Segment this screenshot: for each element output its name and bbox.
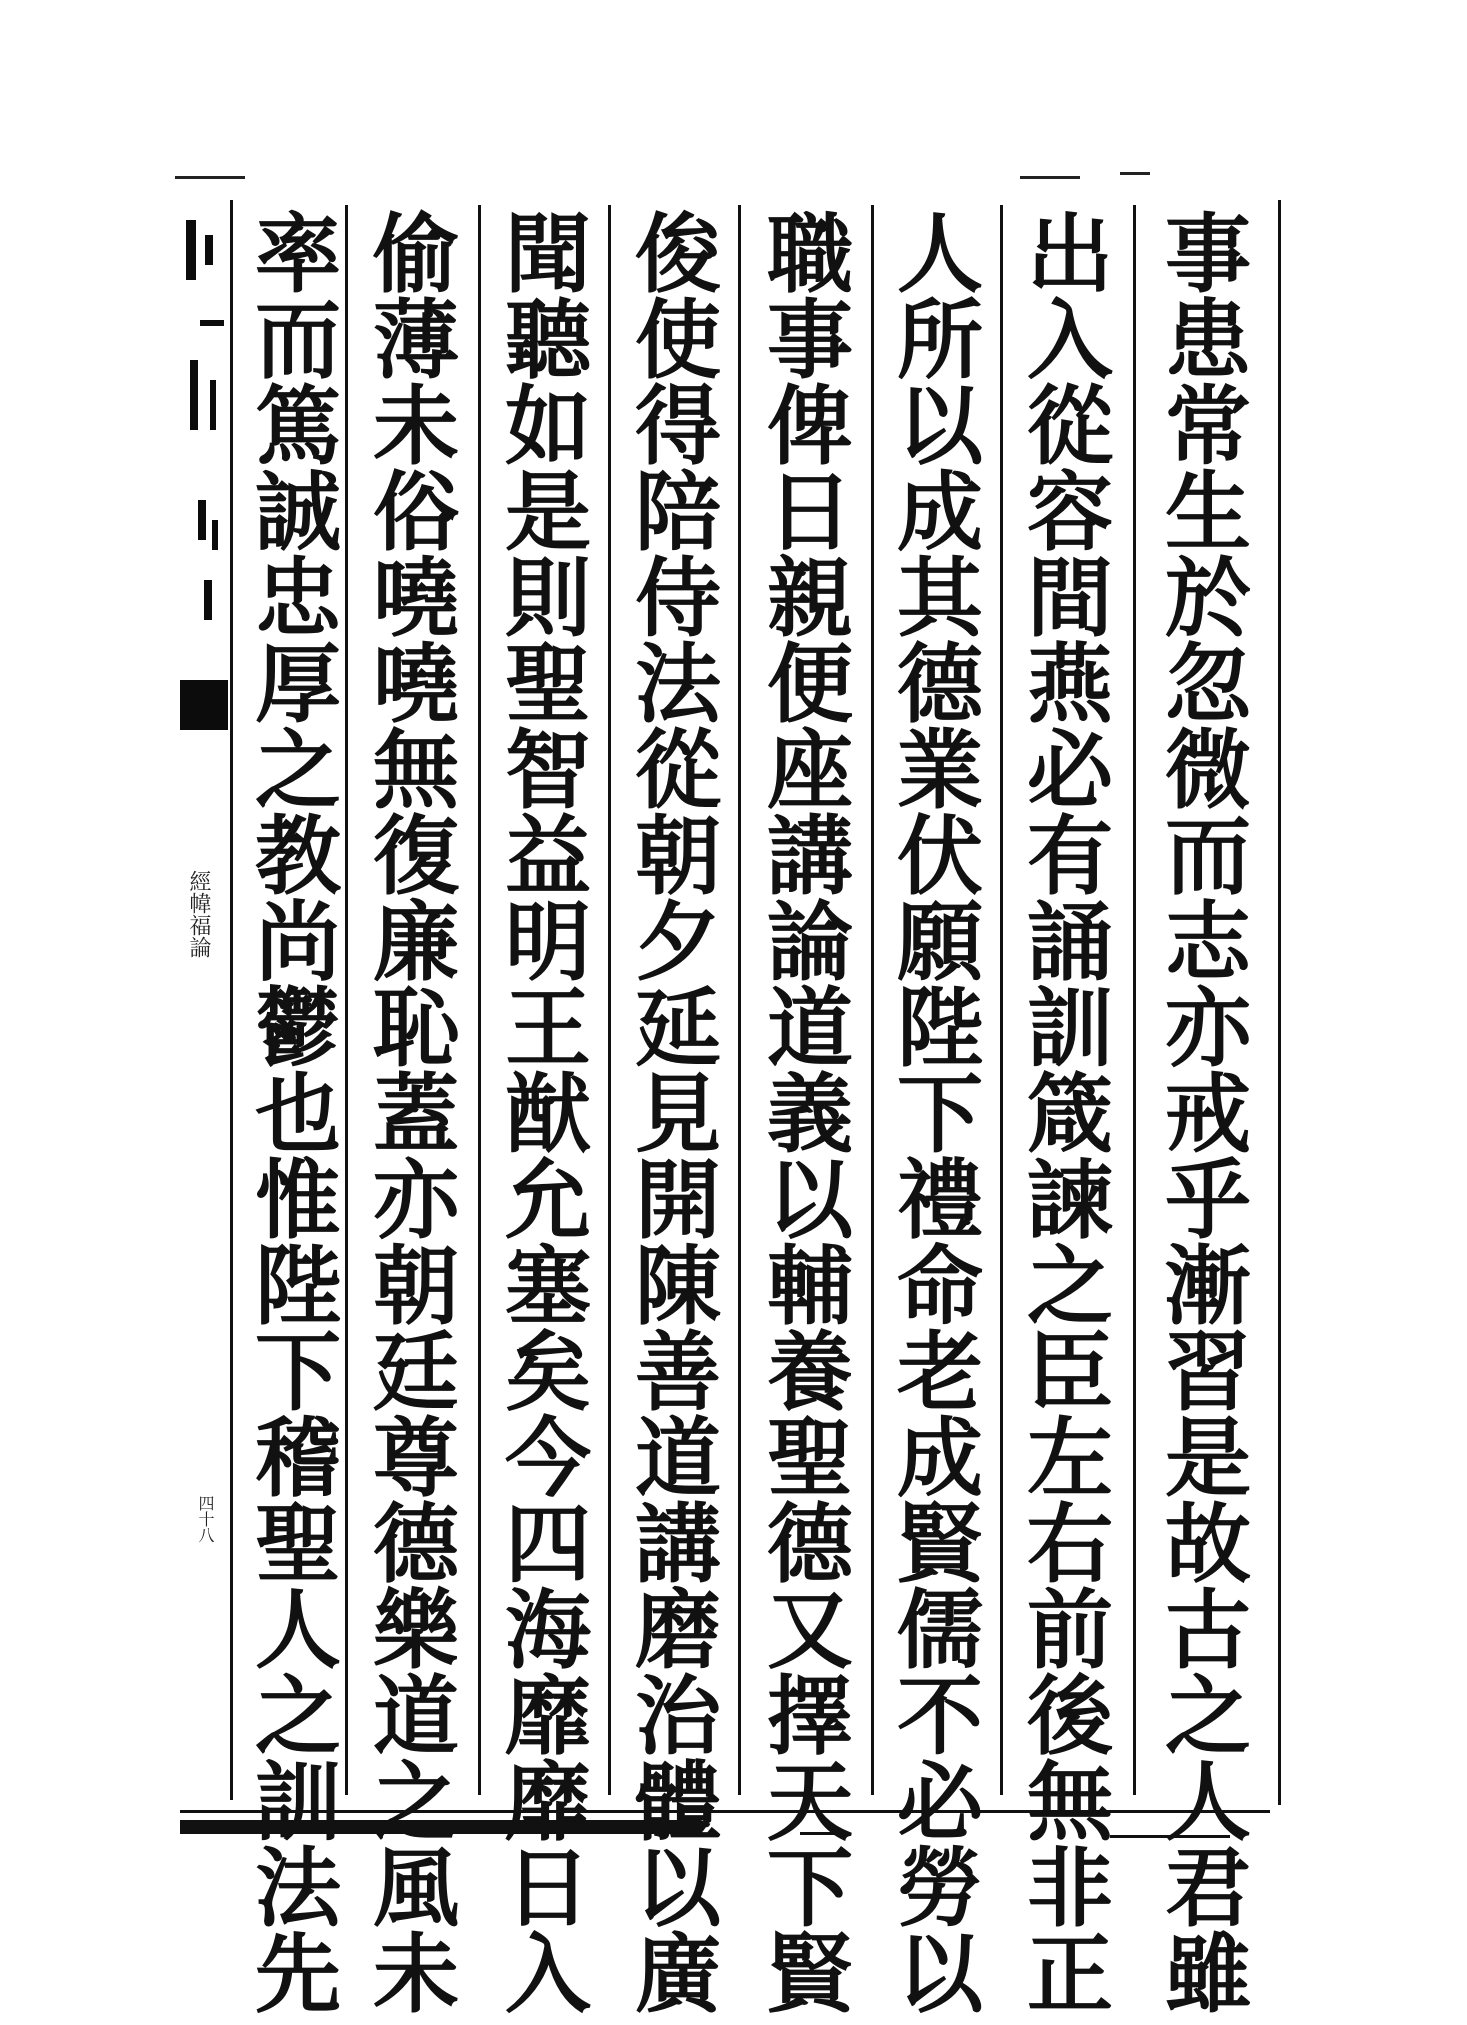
column-character: 右 (1027, 1494, 1113, 1595)
column-character: 允 (505, 1150, 591, 1251)
column-character: 廣 (635, 1924, 721, 2025)
column-character: 廷 (373, 1322, 459, 1423)
column-character: 伏 (897, 806, 983, 907)
column-character: 德 (767, 1494, 853, 1595)
column-character: 如 (505, 376, 591, 477)
column-character: 聖 (767, 1408, 853, 1509)
column-character: 猷 (505, 1064, 591, 1165)
column-character: 賢 (897, 1494, 983, 1595)
top-border-left (175, 176, 245, 179)
column-character: 以 (897, 1924, 983, 2025)
margin-fragment (205, 235, 213, 265)
column-character: 篤 (255, 376, 341, 477)
top-border-right (1020, 176, 1080, 179)
text-column-7 (356, 204, 476, 2025)
column-character: 成 (897, 462, 983, 563)
column-character: 體 (635, 1752, 721, 1853)
text-column-6 (488, 204, 608, 2025)
top-border-tick (1120, 172, 1150, 175)
column-character: 樂 (373, 1580, 459, 1681)
column-character: 論 (767, 892, 853, 993)
column-character: 未 (373, 1924, 459, 2025)
column-character: 常 (1165, 376, 1251, 477)
column-character: 禮 (897, 1150, 983, 1251)
column-character: 微 (1165, 720, 1251, 821)
column-character: 亦 (1165, 978, 1251, 1079)
column-character: 教 (255, 806, 341, 907)
column-character: 率 (255, 204, 341, 305)
column-character: 之 (1027, 1236, 1113, 1337)
column-character: 命 (897, 1236, 983, 1337)
column-character: 臣 (1027, 1322, 1113, 1423)
text-column-3 (880, 204, 1000, 2025)
column-character: 蓋 (373, 1064, 459, 1165)
column-character: 嘵 (373, 634, 459, 735)
column-character: 其 (897, 548, 983, 649)
column-character: 矣 (505, 1322, 591, 1423)
column-character: 聽 (505, 290, 591, 391)
column-character: 乎 (1165, 1150, 1251, 1251)
column-character: 漸 (1165, 1236, 1251, 1337)
column-character: 法 (635, 634, 721, 735)
column-character: 下 (897, 1064, 983, 1165)
column-character: 諫 (1027, 1150, 1113, 1251)
column-character: 善 (635, 1322, 721, 1423)
column-character: 所 (897, 290, 983, 391)
column-character: 之 (255, 720, 341, 821)
column-character: 座 (767, 720, 853, 821)
column-character: 聞 (505, 204, 591, 305)
column-character: 先 (255, 1924, 341, 2025)
column-character: 亦 (373, 1150, 459, 1251)
column-character: 願 (897, 892, 983, 993)
column-character: 有 (1027, 806, 1113, 907)
column-character: 益 (505, 806, 591, 907)
column-character: 勞 (897, 1838, 983, 1939)
column-character: 無 (373, 720, 459, 821)
column-character: 以 (897, 376, 983, 477)
text-column-8 (238, 204, 358, 2025)
column-character: 又 (767, 1580, 853, 1681)
column-character: 正 (1027, 1924, 1113, 2025)
column-character: 未 (373, 376, 459, 477)
column-character: 陛 (897, 978, 983, 1079)
column-character: 故 (1165, 1494, 1251, 1595)
column-character: 而 (255, 290, 341, 391)
column-character: 侍 (635, 548, 721, 649)
column-character: 恥 (373, 978, 459, 1079)
margin-fragment (204, 580, 212, 620)
column-character: 以 (767, 1150, 853, 1251)
column-character: 延 (635, 978, 721, 1079)
column-character: 俊 (635, 204, 721, 305)
column-character: 尚 (255, 892, 341, 993)
column-character: 下 (767, 1838, 853, 1939)
column-character: 惟 (255, 1150, 341, 1251)
column-character: 嘵 (373, 548, 459, 649)
column-character: 左 (1027, 1408, 1113, 1509)
column-character: 得 (635, 376, 721, 477)
column-character: 從 (635, 720, 721, 821)
column-character: 廉 (373, 892, 459, 993)
column-character: 道 (767, 978, 853, 1079)
column-character: 輔 (767, 1236, 853, 1337)
column-character: 從 (1027, 376, 1113, 477)
column-character: 偷 (373, 204, 459, 305)
column-character: 則 (505, 548, 591, 649)
column-character: 鬱 (255, 978, 341, 1079)
book-title: 經幃福論 (186, 870, 211, 958)
column-character: 開 (635, 1150, 721, 1251)
text-column-2 (1010, 204, 1130, 2025)
column-character: 聖 (505, 634, 591, 735)
column-character: 不 (897, 1666, 983, 1767)
column-character: 必 (1027, 720, 1113, 821)
column-character: 而 (1165, 806, 1251, 907)
column-character: 靡 (505, 1666, 591, 1767)
column-character: 人 (1165, 1752, 1251, 1853)
column-character: 下 (255, 1322, 341, 1423)
column-character: 是 (1165, 1408, 1251, 1509)
column-character: 塞 (505, 1236, 591, 1337)
column-character: 陳 (635, 1236, 721, 1337)
column-character: 生 (1165, 462, 1251, 563)
column-character: 養 (767, 1322, 853, 1423)
column-character: 訓 (255, 1752, 341, 1853)
column-character: 講 (767, 806, 853, 907)
column-character: 職 (767, 204, 853, 305)
column-character: 於 (1165, 548, 1251, 649)
column-character: 燕 (1027, 634, 1113, 735)
column-character: 入 (1027, 290, 1113, 391)
margin-fragment (212, 520, 218, 550)
column-character: 親 (767, 548, 853, 649)
column-character: 風 (373, 1838, 459, 1939)
column-character: 雖 (1165, 1924, 1251, 2025)
column-character: 今 (505, 1408, 591, 1509)
column-character: 靡 (505, 1752, 591, 1853)
column-character: 之 (255, 1666, 341, 1767)
column-character: 俾 (767, 376, 853, 477)
column-divider (608, 205, 611, 1795)
column-divider (1133, 205, 1136, 1795)
column-character: 義 (767, 1064, 853, 1165)
column-character: 薄 (373, 290, 459, 391)
column-character: 聖 (255, 1494, 341, 1595)
margin-fragment (210, 380, 216, 430)
column-character: 智 (505, 720, 591, 821)
margin-fragment (190, 360, 198, 430)
column-character: 也 (255, 1064, 341, 1165)
text-column-5 (618, 204, 738, 2025)
column-character: 夕 (635, 892, 721, 993)
column-character: 儒 (897, 1580, 983, 1681)
column-character: 天 (767, 1752, 853, 1853)
column-character: 人 (897, 204, 983, 305)
column-character: 是 (505, 462, 591, 563)
column-character: 道 (635, 1408, 721, 1509)
column-divider (1000, 205, 1003, 1795)
column-divider (478, 205, 481, 1795)
column-character: 厚 (255, 634, 341, 735)
column-character: 朝 (635, 806, 721, 907)
column-character: 之 (373, 1752, 459, 1853)
column-character: 志 (1165, 892, 1251, 993)
column-character: 事 (1165, 204, 1251, 305)
column-character: 使 (635, 290, 721, 391)
column-character: 便 (767, 634, 853, 735)
text-column-4 (750, 204, 870, 2025)
column-character: 擇 (767, 1666, 853, 1767)
column-character: 以 (635, 1838, 721, 1939)
column-character: 法 (255, 1838, 341, 1939)
column-character: 業 (897, 720, 983, 821)
column-character: 必 (897, 1752, 983, 1853)
column-character: 誦 (1027, 892, 1113, 993)
column-character: 復 (373, 806, 459, 907)
column-divider (738, 205, 741, 1795)
column-character: 箴 (1027, 1064, 1113, 1165)
column-character: 訓 (1027, 978, 1113, 1079)
text-column-1 (1148, 204, 1268, 2025)
column-character: 俗 (373, 462, 459, 563)
right-border (1278, 200, 1281, 1805)
column-character: 陛 (255, 1236, 341, 1337)
column-character: 戒 (1165, 1064, 1251, 1165)
column-character: 日 (505, 1838, 591, 1939)
column-character: 尊 (373, 1408, 459, 1509)
column-character: 事 (767, 290, 853, 391)
column-character: 患 (1165, 290, 1251, 391)
column-character: 入 (505, 1924, 591, 2025)
column-character: 出 (1027, 204, 1113, 305)
column-character: 誠 (255, 462, 341, 563)
column-character: 見 (635, 1064, 721, 1165)
column-character: 間 (1027, 548, 1113, 649)
column-character: 明 (505, 892, 591, 993)
column-character: 磨 (635, 1580, 721, 1681)
column-character: 古 (1165, 1580, 1251, 1681)
column-character: 後 (1027, 1666, 1113, 1767)
column-character: 朝 (373, 1236, 459, 1337)
column-character: 前 (1027, 1580, 1113, 1681)
column-character: 日 (767, 462, 853, 563)
column-character: 治 (635, 1666, 721, 1767)
column-character: 非 (1027, 1838, 1113, 1939)
column-character: 稽 (255, 1408, 341, 1509)
column-character: 忠 (255, 548, 341, 649)
column-character: 君 (1165, 1838, 1251, 1939)
column-character: 忽 (1165, 634, 1251, 735)
column-character: 王 (505, 978, 591, 1079)
column-character: 德 (897, 634, 983, 735)
margin-fragment (200, 320, 224, 326)
column-character: 海 (505, 1580, 591, 1681)
margin-fragment (198, 500, 206, 540)
column-character: 無 (1027, 1752, 1113, 1853)
column-character: 老 (897, 1322, 983, 1423)
column-character: 陪 (635, 462, 721, 563)
column-character: 四 (505, 1494, 591, 1595)
fish-tail-mark (180, 680, 228, 730)
column-character: 容 (1027, 462, 1113, 563)
column-character: 道 (373, 1666, 459, 1767)
column-character: 講 (635, 1494, 721, 1595)
column-character: 人 (255, 1580, 341, 1681)
column-divider (871, 205, 874, 1795)
column-character: 賢 (767, 1924, 853, 2025)
column-character: 習 (1165, 1322, 1251, 1423)
margin-fragment (186, 220, 196, 280)
column-character: 之 (1165, 1666, 1251, 1767)
column-character: 德 (373, 1494, 459, 1595)
page-number: 四十八 (196, 1495, 215, 1543)
left-margin-rule (230, 200, 233, 1800)
column-character: 成 (897, 1408, 983, 1509)
